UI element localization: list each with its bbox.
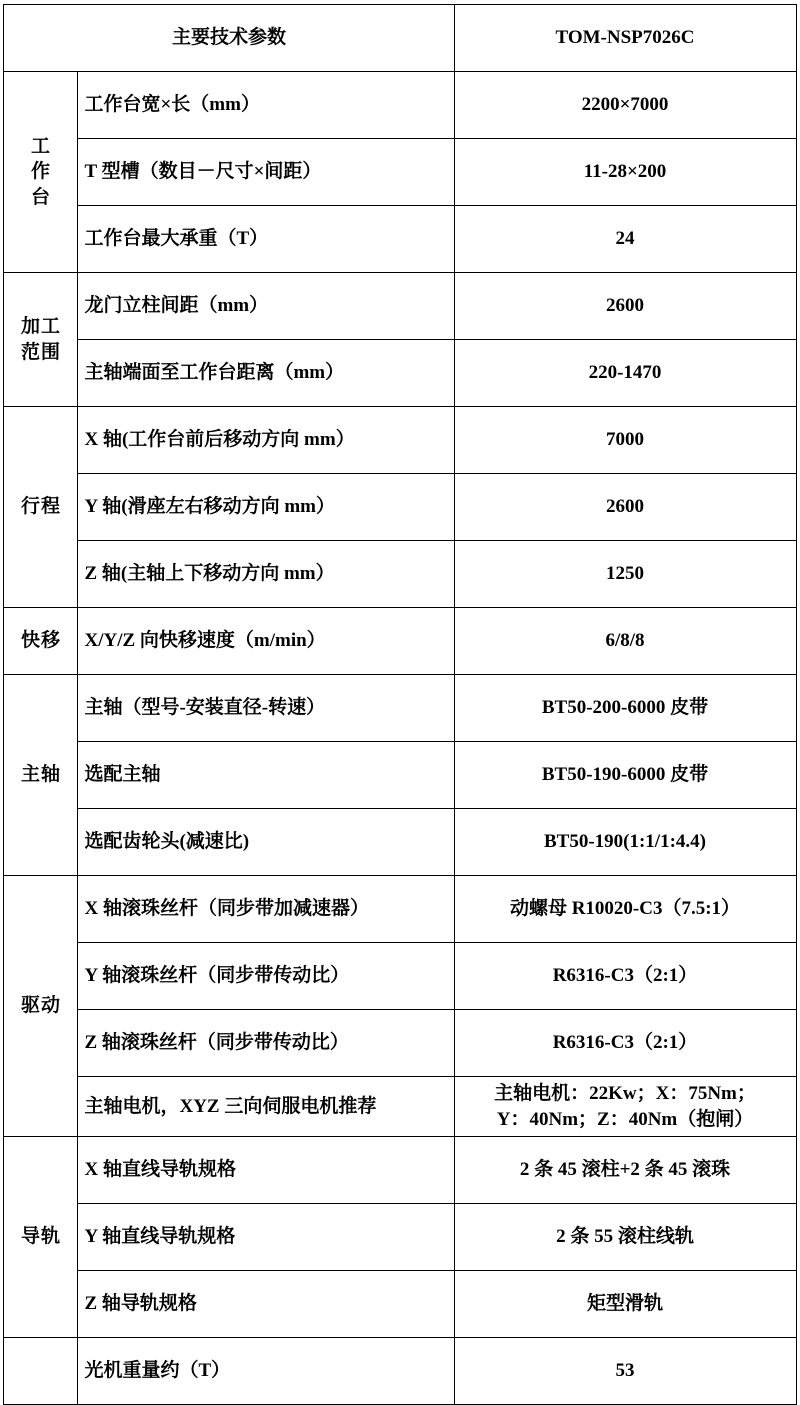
item-label: 龙门立柱间距（mm） [78,273,454,340]
item-value: R6316-C3（2:1） [454,1010,796,1077]
item-value: 11-28×200 [454,139,796,206]
item-value: 6/8/8 [454,608,796,675]
table-row [4,1338,796,1405]
table-model-cell: TOM-NSP7026C [454,5,796,72]
item-value: 2 条 45 滚柱+2 条 45 滚珠 [454,1137,796,1204]
specification-table [3,4,796,1405]
group-label-machining-range [4,273,78,407]
group-char: 快移 [20,630,61,652]
group-label-drive [4,876,78,1137]
item-label: Z 轴滚珠丝杆（同步带传动比） [78,1010,454,1077]
item-label: 主轴（型号-安装直径-转速） [78,675,454,742]
item-value: BT50-200-6000 皮带 [454,675,796,742]
group-label-rapid-traverse [4,608,78,675]
group-char: 工 [30,135,51,157]
item-value: R6316-C3（2:1） [454,943,796,1010]
group-char: 驱动 [20,995,61,1017]
item-label: 光机重量约（T） [78,1338,454,1405]
group-char: 加工 [20,315,61,337]
table-title-cell: 主要技术参数 [4,5,454,72]
table-row [4,72,796,139]
group-label-spindle [4,675,78,876]
item-value: BT50-190-6000 皮带 [454,742,796,809]
item-value: BT50-190(1:1/1:4.4) [454,809,796,876]
item-label: 主轴电机，XYZ 三向伺服电机推荐 [78,1077,454,1137]
table-row [4,1137,796,1204]
table-row [4,474,796,541]
item-value: 动螺母 R10020-C3（7.5:1） [454,876,796,943]
group-char: 范围 [20,341,61,363]
table-row [4,1077,796,1137]
group-label-guideway [4,1137,78,1338]
group-char: 台 [30,186,51,208]
table-row [4,876,796,943]
item-value: 220-1470 [454,340,796,407]
table-row [4,407,796,474]
item-value: 7000 [454,407,796,474]
table-row [4,273,796,340]
group-char: 主轴 [20,764,61,786]
item-value: 2600 [454,273,796,340]
group-char: 导轨 [20,1226,61,1248]
table-row [4,340,796,407]
table-row [4,1204,796,1271]
table-row [4,675,796,742]
table-row [4,1010,796,1077]
group-char: 行程 [20,496,61,518]
item-label: 工作台宽×长（mm） [78,72,454,139]
table-row [4,206,796,273]
item-label: Z 轴导轨规格 [78,1271,454,1338]
item-label: T 型槽（数目－尺寸×间距） [78,139,454,206]
item-label: X 轴直线导轨规格 [78,1137,454,1204]
group-label-empty [4,1338,78,1405]
item-label: 选配齿轮头(减速比) [78,809,454,876]
table-row [4,139,796,206]
table-header-row [4,5,796,72]
group-char: 作 [30,161,51,183]
table-row [4,1271,796,1338]
item-value-line: Y：40Nm；Z：40Nm（抱闸） [496,1108,754,1130]
item-value: 53 [454,1338,796,1405]
item-label: 工作台最大承重（T） [78,206,454,273]
item-label: Y 轴(滑座左右移动方向 mm） [78,474,454,541]
group-label-worktable [4,72,78,273]
item-value: 2600 [454,474,796,541]
item-value [454,1077,796,1137]
item-label: X/Y/Z 向快移速度（m/min） [78,608,454,675]
table-row [4,541,796,608]
item-label: 选配主轴 [78,742,454,809]
item-value: 2200×7000 [454,72,796,139]
item-value: 2 条 55 滚柱线轨 [454,1204,796,1271]
item-value: 矩型滑轨 [454,1271,796,1338]
item-value-line: 主轴电机：22Kw；X：75Nm； [494,1083,756,1104]
table-row [4,608,796,675]
group-label-travel [4,407,78,608]
table-row [4,809,796,876]
item-label: X 轴滚珠丝杆（同步带加减速器） [78,876,454,943]
item-label: X 轴(工作台前后移动方向 mm） [78,407,454,474]
item-label: Z 轴(主轴上下移动方向 mm） [78,541,454,608]
item-label: Y 轴滚珠丝杆（同步带传动比） [78,943,454,1010]
item-value: 24 [454,206,796,273]
item-label: 主轴端面至工作台距离（mm） [78,340,454,407]
item-label: Y 轴直线导轨规格 [78,1204,454,1271]
item-value: 1250 [454,541,796,608]
table-row [4,943,796,1010]
table-row [4,742,796,809]
